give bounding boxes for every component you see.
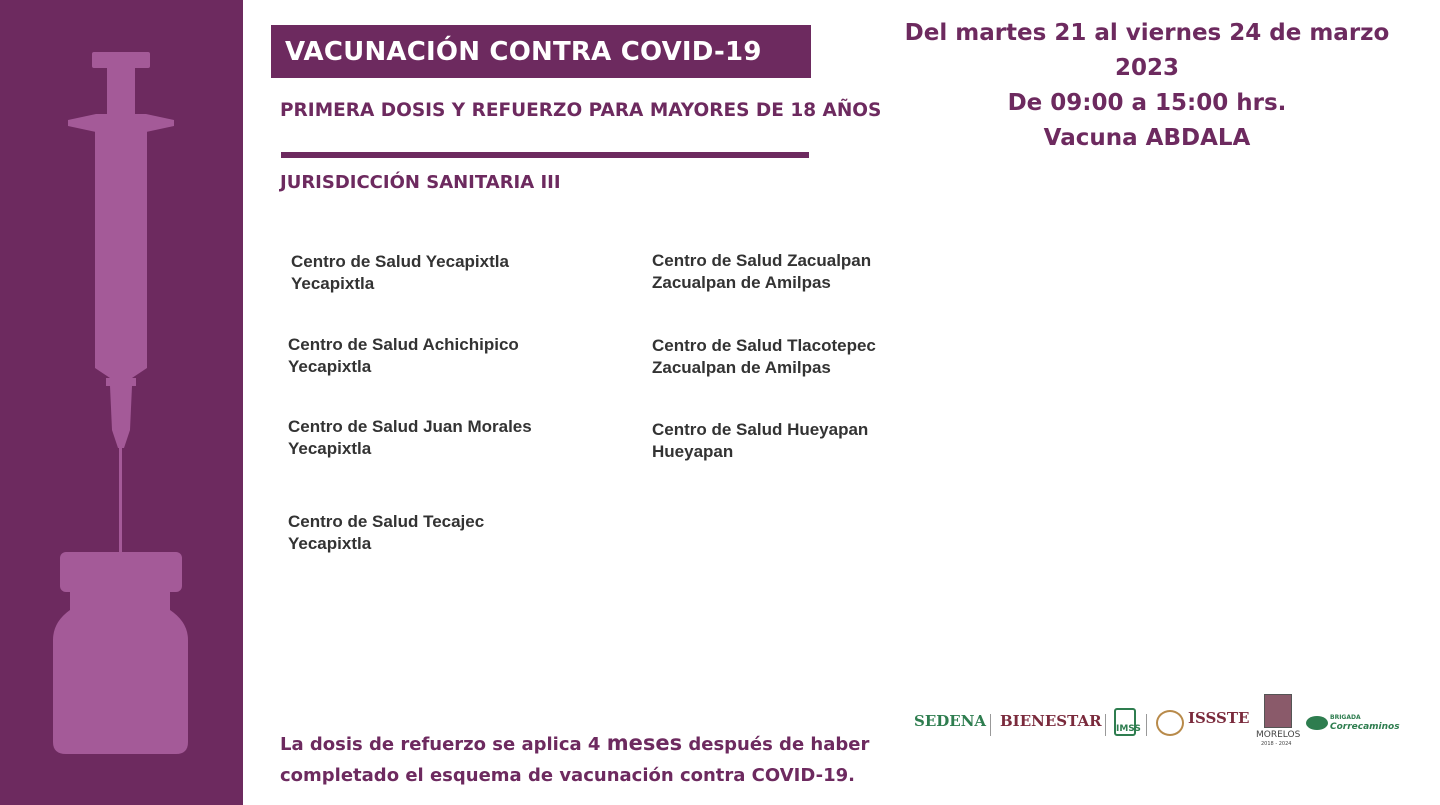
title-banner bbox=[271, 25, 811, 78]
morelos-years: 2018 - 2024 bbox=[1261, 741, 1292, 747]
morelos-logo: MORELOS bbox=[1256, 730, 1301, 740]
center-name: Centro de Salud Juan Morales bbox=[288, 417, 532, 436]
page-title: VACUNACIÓN CONTRA COVID-19 bbox=[285, 36, 762, 67]
center-municipality: Yecapixtla bbox=[288, 534, 372, 553]
center-municipality: Yecapixtla bbox=[291, 274, 375, 293]
issste-logo: ISSSTE bbox=[1188, 709, 1250, 727]
correcaminos-bird-icon bbox=[1306, 716, 1328, 730]
list-item bbox=[652, 250, 871, 294]
center-name: Centro de Salud Yecapixtla bbox=[291, 252, 509, 271]
schedule-block bbox=[872, 16, 1422, 156]
center-name: Centro de Salud Achichipico bbox=[288, 335, 519, 354]
syringe-vial-icon bbox=[0, 0, 243, 805]
note-text-1: La dosis de refuerzo se aplica 4 bbox=[280, 734, 607, 755]
list-item bbox=[288, 511, 484, 555]
correcaminos-label: Correcaminos bbox=[1330, 722, 1400, 732]
center-name: Centro de Salud Hueyapan bbox=[652, 420, 869, 439]
center-name: Centro de Salud Tecajec bbox=[288, 512, 485, 531]
schedule-vaccine: Vacuna ABDALA bbox=[1043, 125, 1251, 151]
bienestar-logo: BIENESTAR bbox=[1000, 712, 1102, 730]
center-municipality: Yecapixtla bbox=[288, 357, 372, 376]
jurisdiction-label: JURISDICCIÓN SANITARIA III bbox=[280, 172, 561, 193]
logos-strip bbox=[912, 692, 1400, 752]
brigada-label: BRIGADA bbox=[1330, 714, 1361, 721]
note-text-3: completado el esquema de vacunación contra COVID-19. bbox=[280, 765, 855, 786]
issste-emblem-icon bbox=[1156, 710, 1184, 736]
sedena-logo: SEDENA bbox=[914, 712, 987, 730]
center-municipality: Zacualpan de Amilpas bbox=[652, 273, 831, 292]
morelos-shield-icon bbox=[1264, 694, 1292, 728]
center-municipality: Yecapixtla bbox=[288, 439, 372, 458]
logo-separator bbox=[990, 714, 991, 736]
list-item bbox=[288, 416, 532, 460]
center-municipality: Hueyapan bbox=[652, 442, 734, 461]
center-name: Centro de Salud Tlacotepec bbox=[652, 336, 876, 355]
center-name: Centro de Salud Zacualpan bbox=[652, 251, 872, 270]
sidebar-panel bbox=[0, 0, 243, 805]
logo-separator bbox=[1146, 714, 1147, 736]
page-subtitle: PRIMERA DOSIS Y REFUERZO PARA MAYORES DE 18 AÑOS bbox=[280, 100, 882, 121]
list-item bbox=[291, 251, 509, 295]
booster-note bbox=[280, 728, 869, 791]
divider bbox=[281, 152, 809, 158]
schedule-hours: De 09:00 a 15:00 hrs. bbox=[1007, 90, 1287, 116]
imss-logo: IMSS bbox=[1114, 708, 1136, 736]
note-emphasis: meses bbox=[606, 731, 683, 755]
center-municipality: Zacualpan de Amilpas bbox=[652, 358, 831, 377]
list-item bbox=[652, 419, 868, 463]
list-item bbox=[652, 335, 876, 379]
note-text-2: después de haber bbox=[682, 734, 870, 755]
list-item bbox=[288, 334, 519, 378]
schedule-dates: Del martes 21 al viernes 24 de marzo 2023 bbox=[904, 20, 1390, 81]
logo-separator bbox=[1105, 714, 1106, 736]
